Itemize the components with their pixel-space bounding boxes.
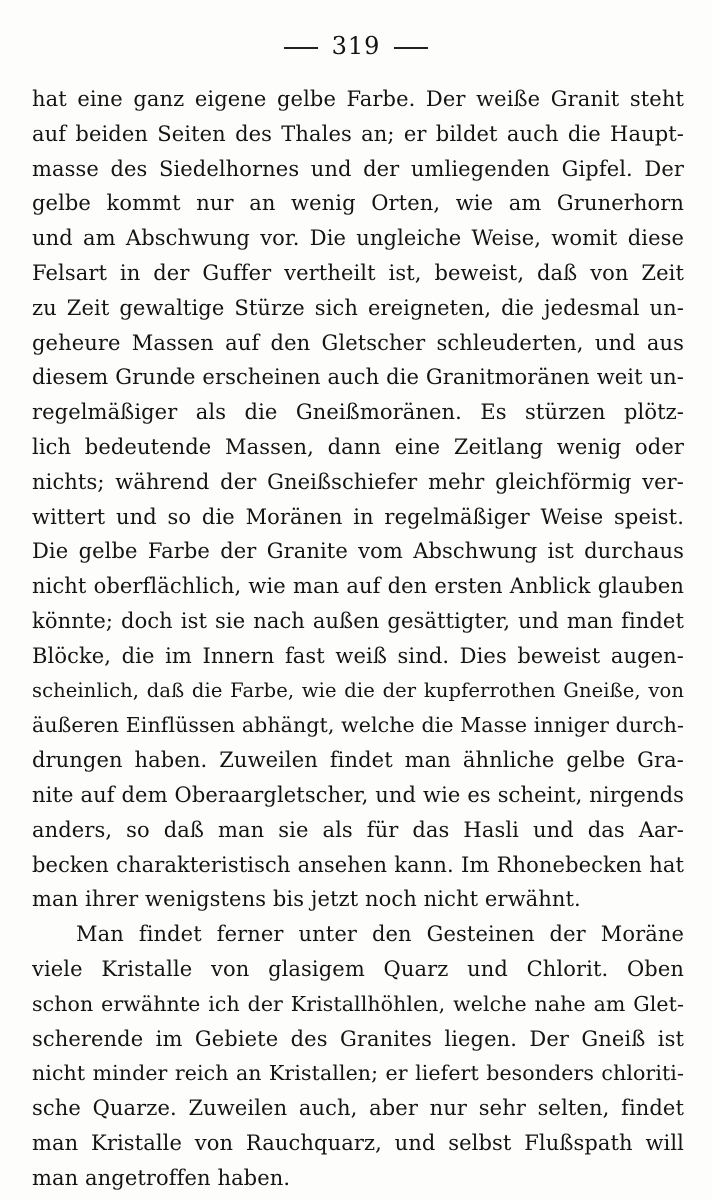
header-dash-left — [284, 47, 318, 49]
text-line: lich bedeutende Massen, dann eine Zeitlang wenig oder — [32, 434, 684, 459]
text-line: scheinlich, daß die Farbe, wie die der kupferrothen Gneiße, von — [32, 678, 684, 702]
text-line: wittert und so die Moränen in regelmäßiger Weise speist. — [32, 504, 684, 529]
text-line: drungen haben. Zuweilen findet man ähnliche gelbe Gra- — [32, 748, 684, 773]
text-line: schon erwähnte ich der Kristallhöhlen, welche nahe am Glet- — [32, 991, 684, 1016]
body-text — [32, 82, 684, 1196]
text-line: masse des Siedelhornes und der umliegenden Gipfel. Der — [32, 156, 684, 181]
text-line: und am Abschwung vor. Die ungleiche Weise, womit diese — [32, 226, 684, 251]
page-number: 319 — [331, 32, 381, 60]
text-line: nite auf dem Oberaargletscher, und wie es scheint, nirgends — [32, 782, 684, 807]
page-header — [0, 32, 712, 60]
text-line: nicht minder reich an Kristallen; er liefert besonders chloriti- — [32, 1061, 684, 1086]
header-dash-right — [394, 47, 428, 49]
text-line: diesem Grunde erscheinen auch die Granitmoränen weit un- — [32, 365, 684, 390]
text-line: anders, so daß man sie als für das Hasli und das Aar- — [32, 817, 684, 842]
text-line: Blöcke, die im Innern fast weiß sind. Dies beweist augen- — [32, 643, 684, 668]
text-line: sche Quarze. Zuweilen auch, aber nur sehr selten, findet — [32, 1096, 684, 1121]
text-line: man ihrer wenigstens bis jetzt noch nicht erwähnt. — [32, 887, 581, 912]
text-line: viele Kristalle von glasigem Quarz und Chlorit. Oben — [32, 956, 684, 981]
text-line: könnte; doch ist sie nach außen gesättigter, und man findet — [32, 608, 684, 633]
text-line: man Kristalle von Rauchquarz, und selbst Flußspath will — [32, 1130, 684, 1155]
text-line: gelbe kommt nur an wenig Orten, wie am Grunerhorn — [32, 191, 684, 216]
text-line: Man findet ferner unter den Gesteinen der Moräne — [76, 922, 684, 947]
text-line: becken charakteristisch ansehen kann. Im Rhonebecken hat — [32, 852, 684, 877]
text-line: Felsart in der Guffer vertheilt ist, beweist, daß von Zeit — [32, 260, 684, 285]
text-line: scherende im Gebiete des Granites liegen. Der Gneiß ist — [32, 1026, 684, 1051]
text-line: man angetroffen haben. — [32, 1165, 291, 1190]
text-line: geheure Massen auf den Gletscher schleuderten, und aus — [32, 330, 684, 355]
text-line: zu Zeit gewaltige Stürze sich ereigneten, die jedesmal un- — [32, 295, 684, 320]
text-line: auf beiden Seiten des Thales an; er bildet auch die Haupt- — [32, 121, 684, 146]
text-line: Die gelbe Farbe der Granite vom Abschwung ist durchaus — [32, 539, 684, 564]
text-line: hat eine ganz eigene gelbe Farbe. Der weiße Granit steht — [32, 87, 684, 111]
text-line: nicht oberflächlich, wie man auf den ersten Anblick glauben — [32, 574, 684, 599]
text-line: regelmäßiger als die Gneißmoränen. Es stürzen plötz- — [32, 400, 684, 425]
text-line: nichts; während der Gneißschiefer mehr gleichförmig ver- — [32, 469, 684, 494]
text-line: äußeren Einflüssen abhängt, welche die Masse inniger durch- — [32, 713, 684, 738]
